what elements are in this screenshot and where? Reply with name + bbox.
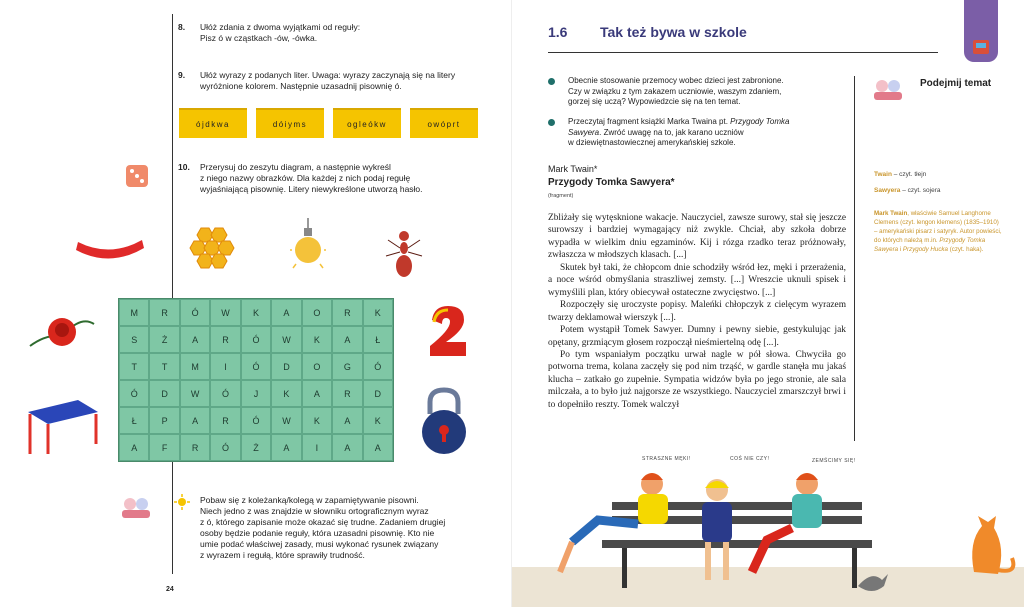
chapter-tab [964,0,998,62]
grid-cell: A [180,407,210,434]
letter-chips [179,108,478,138]
grid-cell: T [119,353,149,380]
grid-cell: Ó [180,299,210,326]
grid-cell: A [332,407,362,434]
grid-cell: W [180,380,210,407]
grid-cell: P [149,407,179,434]
grid-cell: M [180,353,210,380]
book-title: Przygody Tomka Sawyera* [548,177,675,188]
kids-on-bench-illustration [542,462,1022,607]
grid-cell: K [241,299,271,326]
grid-cell: R [180,434,210,461]
rose-icon [26,306,98,358]
grid-cell: Ó [210,380,240,407]
lightbulb-icon [290,218,326,276]
sidebar-title: Podejmij temat [920,78,992,89]
grid-cell: A [332,434,362,461]
grid-cell: R [332,299,362,326]
ant-icon [384,226,424,280]
grid-cell: A [302,380,332,407]
school-icon [973,40,989,54]
grid-cell: R [210,326,240,353]
grid-cell: Ó [241,353,271,380]
letter-chip: dóiyms [256,108,324,138]
grid-cell: W [271,326,301,353]
grid-cell: K [363,299,393,326]
pair-faces-icon [872,76,904,102]
margin-rule [172,14,173,574]
story-text [548,212,846,411]
grid-cell: K [271,380,301,407]
grid-cell: F [149,434,179,461]
grid-cell: A [332,326,362,353]
grid-cell: W [210,299,240,326]
grid-cell: O [302,299,332,326]
task-pair-game: Pobaw się z koleżanką/kolegą w zapamiętywanie pisowni. Niech jedno z was znajdzie w słowniku ortograficznym wyraz z ó, którego zapisanie może okazać się trudne. Zadaniem drugiej osoby będzie podanie reguły, która uzasadni pisownię. Kto nie umie podać właściwej zasady, musi wykonać rysunek związany z wyrazem i regułą, które sprawiły trudność. [200,495,446,560]
grid-cell: D [271,353,301,380]
grid-cell: I [302,434,332,461]
grid-cell: A [180,326,210,353]
grid-cell: W [271,407,301,434]
grid-cell: Ó [241,407,271,434]
grid-cell: K [302,407,332,434]
speech-bubble: ZEMŚCIMY SIĘ! [812,458,856,464]
grid-cell: I [210,353,240,380]
grid-cell: Ó [241,326,271,353]
gloss-twain: Twain – czyt. tłejn [874,171,927,178]
grid-cell: Ł [119,407,149,434]
number-two-icon [426,302,470,360]
grid-cell: M [119,299,149,326]
letter-chip: ójdkwa [179,108,247,138]
speech-bubble: STRASZNE MĘKI! [642,456,691,462]
grid-cell: A [271,299,301,326]
story-paragraph: Zbliżały się wytęsknione wakacje. Nauczyciel, zawsze surowy, stał się jeszcze surowszy i bardziej wymagający niż zwykle. Chciał, aby szkoła dobrze wypadła w wielkim dniu egzaminów. Kij i rózga rzadko teraz próżnowały, zwłaszcza w młodszych klasach. [...] [548,213,846,261]
grid-cell: A [271,434,301,461]
section-rule [548,52,938,53]
grid-cell: K [302,326,332,353]
grid-cell: T [149,353,179,380]
grid-cell: G [332,353,362,380]
grid-cell: Ż [149,326,179,353]
pair-faces-icon [120,494,152,520]
padlock-icon [418,386,470,456]
grid-cell: Ó [119,380,149,407]
table-icon [24,396,100,458]
story-paragraph: Rozpoczęły się uroczyste popisy. Maleńki chłopczyk z cielęcym wyrazem twarzy deklamował wierszyk [...]. [548,300,846,323]
grid-cell: R [332,380,362,407]
section-title: Tak też bywa w szkole [600,24,747,40]
grid-cell: Ż [241,434,271,461]
grid-cell: J [241,380,271,407]
grid-cell: D [149,380,179,407]
bullet-discussion: Obecnie stosowanie przemocy wobec dzieci jest zabronione. Czy w związku z tym zakazem uczniowie, waszym zdaniem, gorzej się uczą? Wypowiedzcie się na ten temat. [548,76,858,108]
grid-cell: D [363,380,393,407]
task-8: 8. Ułóż zdania z dwoma wyjątkami od reguły: Pisz ó w cząstkach -ów, -ówka. [178,22,361,43]
grid-cell: A [363,434,393,461]
right-page [512,0,1024,607]
sun-icon [174,494,190,510]
grid-cell: R [149,299,179,326]
dice-icon [124,163,150,189]
grid-cell: A [119,434,149,461]
task-9: 9. Ułóż wyrazy z podanych liter. Uwaga: wyrazy zaczynają się na litery wyróżnione kolorem. Następnie uzasadnij pisownię ó. [178,70,456,91]
grid-cell: Ó [363,353,393,380]
bullet-read: Przeczytaj fragment książki Marka Twaina pt. Przygody Tomka Sawyera. Zwróć uwagę na to, jak karano uczniów w dziewiętnastowiecznej amerykańskiej szkole. [548,117,858,149]
grid-cell: Ó [210,434,240,461]
letter-grid [118,298,394,462]
author-bio: Mark Twain, właściwie Samuel Langhorne Clemens (czyt. lengon klemens) (1835–1910) – amerykański pisarz i satyryk. Autor powieści, do których należą m.in. Przygody Tomka Sawyera i Przygody Hucka (czyt. haka). [874,210,1002,253]
task-10: 10. Przerysuj do zeszytu diagram, a następnie wykreśl z niego nazwy obrazków. Dla każdej z nich podaj regułę wyjaśniającą pisownię. Litery niewykreślone utworzą hasło. [178,162,423,194]
sidebar-rule [854,76,855,441]
gloss-sawyera: Sawyera – czyt. sojera [874,187,941,194]
author-name: Mark Twain* [548,164,598,174]
story-paragraph: Skutek był taki, że chłopcom dnie schodziły wśród łez, męki i przerażenia, a noce wśród obmyślania straszliwej zemsty. [...] Wreszcie uknuli spisek i wymyślili plan, który obiecywał ostateczne zwycięstwo. [...] [548,262,846,298]
honeycomb-icon [186,222,236,274]
grid-cell: R [210,407,240,434]
story-paragraph: Potem wystąpił Tomek Sawyer. Dumny i pewny siebie, gestykulując jak opętany, grzmiącym głosem rozpoczął nieśmiertelną odę [...]. [548,325,846,348]
letter-chip: owóprt [410,108,478,138]
speech-bubble: COŚ NIE CZY! [730,456,770,462]
grid-cell: Ł [363,326,393,353]
page-number: 24 [166,586,174,593]
section-number: 1.6 [548,24,568,40]
grid-cell: O [302,353,332,380]
grid-cell: S [119,326,149,353]
fragment-label: (fragment) [548,193,574,199]
story-paragraph: Po tym wspaniałym początku urwał nagle w pół słowa. Chwyciła go potworna trema, kolana zaczęły się pod nim trząść, w gardle stanęła mu jakaś klucha – zatkało go zupełnie. Sympatia widzów była po jego stronie, ale sala milczała, a to było już najgorsze ze wszystkiego. Nauczyciel zmarszczył brwi i to dopełniło reszty. Tomek walczył [548,349,846,410]
letter-chip: ogleókw [333,108,401,138]
grid-cell: K [363,407,393,434]
sausage-icon [74,228,146,262]
